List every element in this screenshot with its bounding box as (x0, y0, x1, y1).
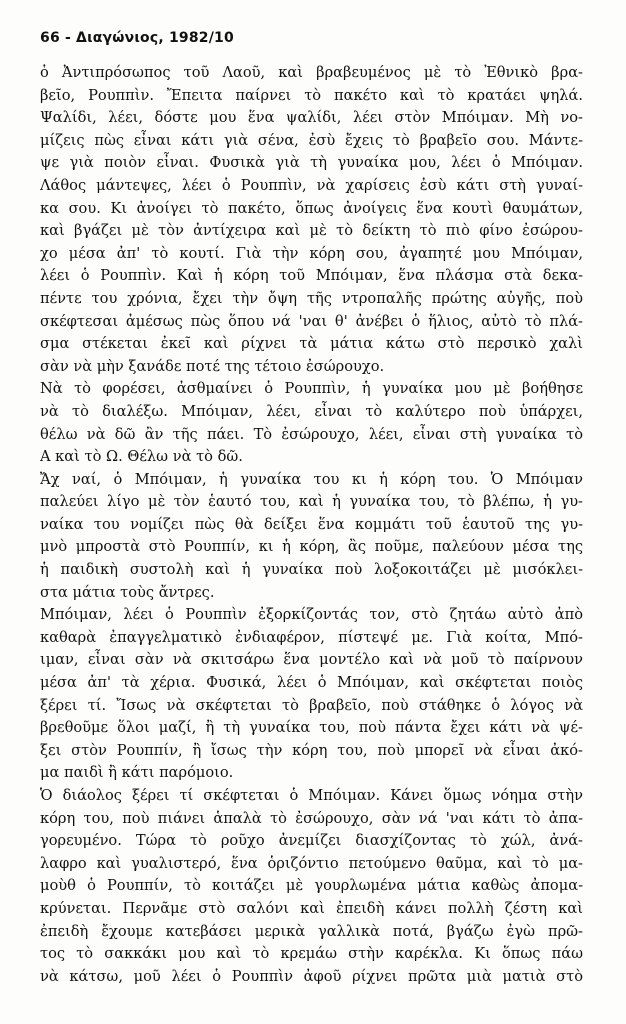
text-line: ναίκα του νομίζει πὼς θὰ δείξει ἕνα κομμάτι τοῦ ἑαυτοῦ της γυ- (40, 515, 583, 533)
body-text (40, 62, 583, 988)
text-line: σκέφτεσαι ἀμέσως πὼς ὅπου νά 'ναι θ' ἀνέβει ὁ ἥλιος, αὐτὸ τὸ πλά- (40, 312, 583, 330)
text-line: καθαρὰ ἐπαγγελματικὸ ἐνδιαφέρον, πίστεψέ με. Γιὰ κοίτα, Μπό- (40, 628, 583, 646)
text-line: μοὺθ ὁ Ρουππίν, τὸ κοιτάζει μὲ γουρλωμένα μάτια καθὼς ἀπομα- (40, 877, 583, 895)
text-line: κόρη του, ποὺ πιάνει ἁπαλὰ τὸ ἐσώρουχο, σὰν νά 'ναι κάτι τὸ ἀπα- (40, 809, 583, 827)
text-line: σμα στέκεται ἐκεῖ καὶ ρίχνει τὰ μάτια κάτω στὸ περσικὸ χαλὶ (40, 335, 583, 353)
text-line: Νὰ τὸ φορέσει, ἀσθμαίνει ὁ Ρουππὶν, ἡ γυναίκα μου μὲ βοήθησε (40, 380, 583, 398)
text-line: μίζεις πὼς εἶναι κάτι γιὰ σένα, ἐσὺ ἔχεις τὸ βραβεῖο σου. Μάντε- (40, 131, 583, 149)
text-line: Ἄχ ναί, ὁ Μπόιμαν, ἡ γυναίκα του κι ἡ κόρη του. Ὁ Μπόιμαν (40, 470, 583, 488)
text-line: κρύνεται. Περνᾶμε στὸ σαλόνι καὶ ἐπειδὴ κάνει πολλὴ ζέστη καὶ (40, 899, 583, 917)
text-line: κα σου. Κι ἀνοίγει τὸ πακέτο, ὅπως ἀνοίγεις ἕνα κουτὶ θαυμάτων, (40, 199, 583, 217)
running-head: 66 - Διαγώνιος, 1982/10 (40, 30, 234, 46)
text-line: καὶ βγάζει μὲ τὸν ἀντίχειρα καὶ μὲ τὸ δείκτη τὸ πιὸ φίνο ἐσώρου- (40, 222, 583, 240)
text-line: χο μέσα ἀπ' τὸ κουτί. Γιὰ τὴν κόρη σου, ἀγαπητέ μου Μπόιμαν, (40, 244, 583, 262)
text-line: μέσα ἀπ' τὰ χέρια. Φυσικά, λέει ὁ Μπόιμαν, καὶ σκέφτεται ποιὸς (40, 674, 583, 692)
text-line: ξέρει τί. Ἴσως νὰ σκέφτεται τὸ βραβεῖο, ποὺ στάθηκε ὁ λόγος νὰ (40, 696, 583, 714)
text-line: λέει ὁ Ρουππὶν. Καὶ ἡ κόρη τοῦ Μπόιμαν, ἕνα πλάσμα στὰ δεκα- (40, 267, 583, 285)
text-line: θέλω νὰ δῶ ἂν τῆς πάει. Τὸ ἐσώρουχο, λέει, εἶναι στὴ γυναίκα τὸ (40, 425, 583, 443)
text-line: ιμαν, εἶναι σὰν νὰ σκιτσάρω ἕνα μοντέλο καὶ νὰ μοῦ τὸ παίρνουν (40, 651, 583, 669)
text-line: ὁ Ἀντιπρόσωπος τοῦ Λαοῦ, καὶ βραβευμένος μὲ τὸ Ἐθνικὸ βρα- (40, 64, 583, 81)
text-line: πέντε του χρόνια, ἔχει τὴν ὄψη τῆς ντροπαλῆς πρώτης αὐγῆς, ποὺ (40, 289, 583, 307)
text-line: Λάθος μάντεψες, λέει ὁ Ρουππὶν, νὰ χαρίσεις ἐσὺ κάτι στὴ γυναί- (40, 176, 583, 194)
text-line: Α καὶ τὸ Ω. Θέλω νὰ τὸ δῶ. (40, 448, 243, 466)
text-line: Μπόιμαν, λέει ὁ Ρουππὶν ἐξορκίζοντάς τον, στὸ ζητάω αὐτὸ ἀπὸ (40, 606, 583, 624)
text-line: νὰ τὸ διαλέξω. Μπόιμαν, λέει, εἶναι τὸ καλύτερο ποὺ ὑπάρχει, (40, 402, 583, 420)
text-line: βεῖο, Ρουππὶν. Ἔπειτα παίρνει τὸ πακέτο καὶ τὸ κρατάει ψηλά. (40, 86, 583, 104)
text-line: στα μάτια τοὺς ἄντρες. (40, 583, 215, 601)
text-line: σὰν νὰ μὴν ξανάδε ποτέ της τέτοιο ἐσώρουχο. (40, 357, 385, 375)
text-line: λαφρο καὶ γυαλιστερό, ἕνα ὁριζόντιο πετούμενο θαῦμα, καὶ τὸ μα- (40, 854, 583, 872)
text-line: τος τὸ σακκάκι μου καὶ τὸ κρεμάω στὴν καρέκλα. Κι ὅπως πάω (40, 945, 583, 963)
text-line: νὰ κάτσω, μοῦ λέει ὁ Ρουππὶν ἀφοῦ ρίχνει πρῶτα μιὰ ματιὰ στὸ (40, 967, 583, 985)
text-line: Ψαλίδι, λέει, δόστε μου ἕνα ψαλίδι, λέει στὸν Μπόιμαν. Μὴ νο- (40, 109, 583, 127)
text-line: βρεθοῦμε ὅλοι μαζί, ἢ τὴ γυναίκα του, ποὺ πάντα ἔχει κάτι νὰ ψέ- (40, 719, 583, 737)
text-line: μνὸ μπροστὰ στὸ Ρουππίν, κι ἡ κόρη, ἂς ποῦμε, παλεύουν μέσα της (40, 538, 583, 556)
text-line: παλεύει λίγο μὲ τὸν ἑαυτό του, καὶ ἡ γυναίκα του, τὸ βλέπω, ἡ γυ- (40, 493, 583, 511)
text-line: ἡ παιδικὴ συστολὴ καὶ ἡ γυναίκα ποὺ λοξοκοιτάζει μὲ μισόκλει- (40, 561, 583, 579)
text-line: ψε γιὰ ποιὸν εἶναι. Φυσικὰ γιὰ τὴ γυναίκα μου, λέει ὁ Μπόιμαν. (40, 154, 583, 172)
text-line: ἐπειδὴ ἔχουμε κατεβάσει μερικὰ γαλλικὰ ποτά, βγάζω ἐγὼ πρῶ- (40, 922, 583, 940)
text-line: ξει στὸν Ρουππίν, ἢ ἴσως τὴν κόρη του, ποὺ μπορεῖ νὰ εἶναι ἀκό- (40, 741, 583, 759)
text-line: Ὁ διάολος ξέρει τί σκέφτεται ὁ Μπόιμαν. Κάνει ὅμως νόημα στὴν (40, 787, 583, 804)
text-line: γορευμένο. Τώρα τὸ ροῦχο ἀνεμίζει διασχίζοντας τὸ χώλ, ἀνά- (40, 832, 583, 850)
text-line: μα παιδὶ ἢ κάτι παρόμοιο. (40, 764, 234, 782)
